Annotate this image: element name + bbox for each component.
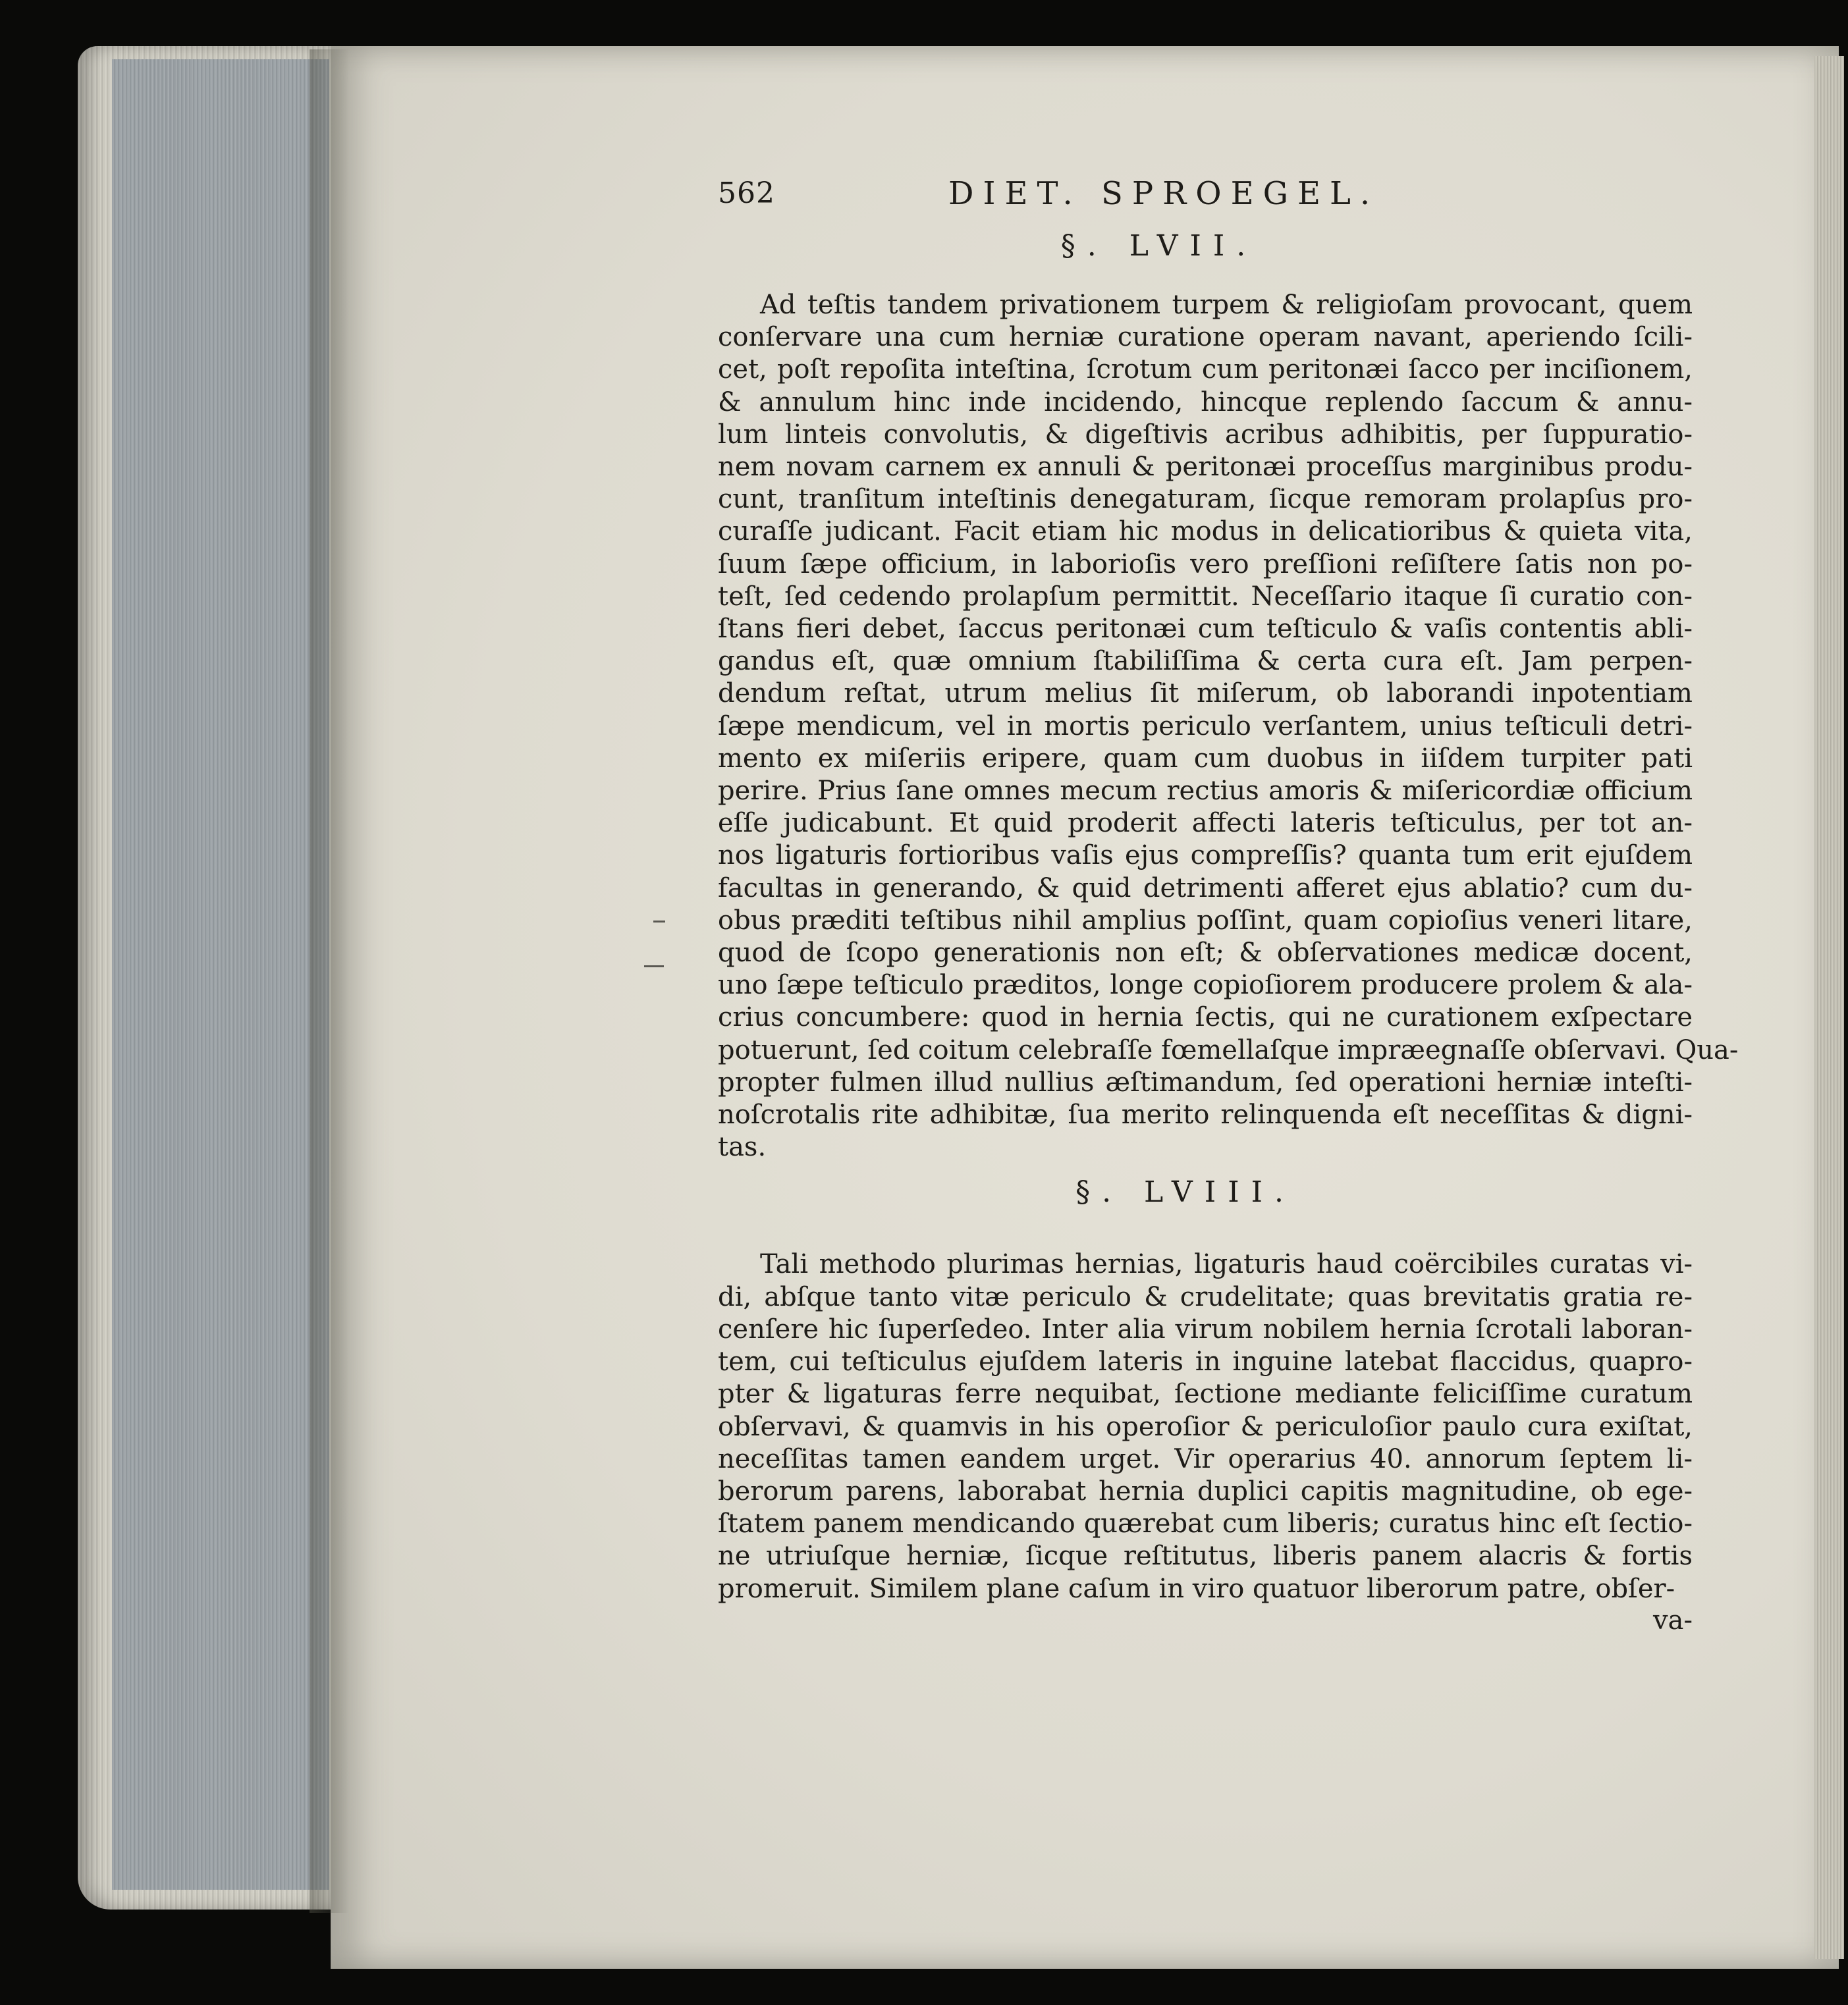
section-heading: §. LVII. [1060,229,1258,263]
text-line: curaſſe judicant. Facit etiam hic modus in delicatioribus & quieta vita, [718,516,1693,547]
paragraph [718,289,1739,1163]
text-line: eſſe judicabunt. Et quid proderit affecti lateris teſticulus, per tot an- [718,808,1693,839]
page-number: 562 [718,176,775,210]
text-line: cunt, tranſitum inteſtinis denegaturam, ſicque remoram prolapſus pro- [718,484,1693,515]
margin-mark [644,965,664,967]
text-line: teſt, ſed cedendo prolapſum permittit. Neceſſario itaque ſi curatio con- [718,581,1693,612]
text-line: conſervare una cum herniæ curatione operam navant, aperiendo ſcili- [718,322,1693,353]
text-line: obus præditi teſtibus nihil amplius poſſint, quam copioſius veneri litare, [718,905,1693,936]
text-line: promeruit. Similem plane caſum in viro quatuor liberorum patre, obſer- [718,1573,1675,1604]
text-line: dendum reſtat, utrum melius ſit miſerum, ob laborandi inpotentiam [718,678,1693,709]
text-line: ne utriuſque herniæ, ſicque reſtitutus, liberis panem alacris & fortis [718,1541,1693,1572]
text-line: potuerunt, ſed coitum celebraſſe fœmellaſque impræegnaſſe obſervavi. Qua- [718,1034,1739,1065]
text-line: ſuum ſæpe officium, in laborioſis vero preſſioni reſiſtere ſatis non po- [718,548,1693,579]
right-page-edge [1814,56,1844,1959]
text-line: neceſſitas tamen eandem urget. Vir operarius 40. annorum ſeptem li- [718,1443,1693,1474]
text-line: lum linteis convolutis, & digeſtivis acribus adhibitis, per ſuppuratio- [718,419,1693,450]
text-line: obſervavi, & quamvis in his operoſior & periculoſior paulo cura exiſtat, [718,1411,1693,1442]
page-text-block [718,163,1739,1636]
running-title: DIET. SPROEGEL. [948,175,1380,212]
text-line: tem, cui teſticulus ejuſdem lateris in inguine latebat flaccidus, quapro- [718,1347,1693,1377]
text-line: berorum parens, laborabat hernia duplici capitis magnitudine, ob ege- [718,1476,1693,1507]
text-line: facultas in generando, & quid detrimenti afferet ejus ablatio? cum du- [718,872,1693,903]
text-line: propter fulmen illud nullius æſtimandum, ſed operationi herniæ inteſti- [718,1067,1693,1098]
text-line: crius concumbere: quod in hernia ſectis, qui ne curationem exſpectare [718,1002,1693,1033]
text-line: noſcrotalis rite adhibitæ, ſua merito relinquenda eſt neceſſitas & digni- [718,1100,1693,1131]
text-line: mento ex miſeriis eripere, quam cum duobus in iiſdem turpiter pati [718,743,1693,774]
text-line: Ad teſtis tandem privationem turpem & religioſam provocant, quem [760,290,1693,320]
text-line: cenſere hic ſuperſedeo. Inter alia virum nobilem hernia ſcrotali laboran- [718,1314,1693,1345]
page-header [718,163,1693,216]
text-line: ſæpe mendicum, vel in mortis periculo verſantem, unius teſticuli detri- [718,710,1693,741]
section-heading: §. LVIII. [1075,1175,1295,1210]
catchword: va- [1653,1605,1693,1636]
text-line: quod de ſcopo generationis non eſt; & obſervationes medicæ docent, [718,938,1693,969]
text-line: di, abſque tanto vitæ periculo & crudelitate; quas brevitatis gratia re- [718,1281,1693,1312]
text-line: cet, poſt repoſita inteſtina, ſcrotum cum peritonæi ſacco per inciſionem, [718,354,1693,385]
paragraph [718,1248,1693,1605]
binding-shadow [310,49,349,1913]
text-line: Tali methodo plurimas hernias, ligaturis haud coërcibiles curatas vi- [760,1249,1693,1280]
text-line: ſtans fieri debet, ſaccus peritonæi cum teſticulo & vaſis contentis abli- [718,614,1693,645]
text-line: nem novam carnem ex annuli & peritonæi proceſſus marginibus produ- [718,452,1693,483]
margin-mark [653,921,665,922]
book-page-edges-stained [112,59,329,1890]
text-line: ſtatem panem mendicando quærebat cum liberis; curatus hinc eſt ſectio- [718,1509,1693,1539]
text-line: nos ligaturis fortioribus vaſis ejus compreſſis? quanta tum erit ejuſdem [718,840,1693,871]
text-line: gandus eſt, quæ omnium ſtabiliſſima & certa cura eſt. Jam perpen- [718,646,1693,677]
text-line: pter & ligaturas ferre nequibat, ſectione mediante feliciſſime curatum [718,1379,1693,1410]
text-line: perire. Prius ſane omnes mecum rectius amoris & miſericordiæ officium [718,776,1693,807]
text-line: uno ſæpe teſticulo præditos, longe copioſiorem producere prolem & ala- [718,970,1693,1001]
text-line: & annulum hinc inde incidendo, hincque replendo ſaccum & annu- [718,387,1693,417]
text-line: tas. [718,1132,767,1163]
